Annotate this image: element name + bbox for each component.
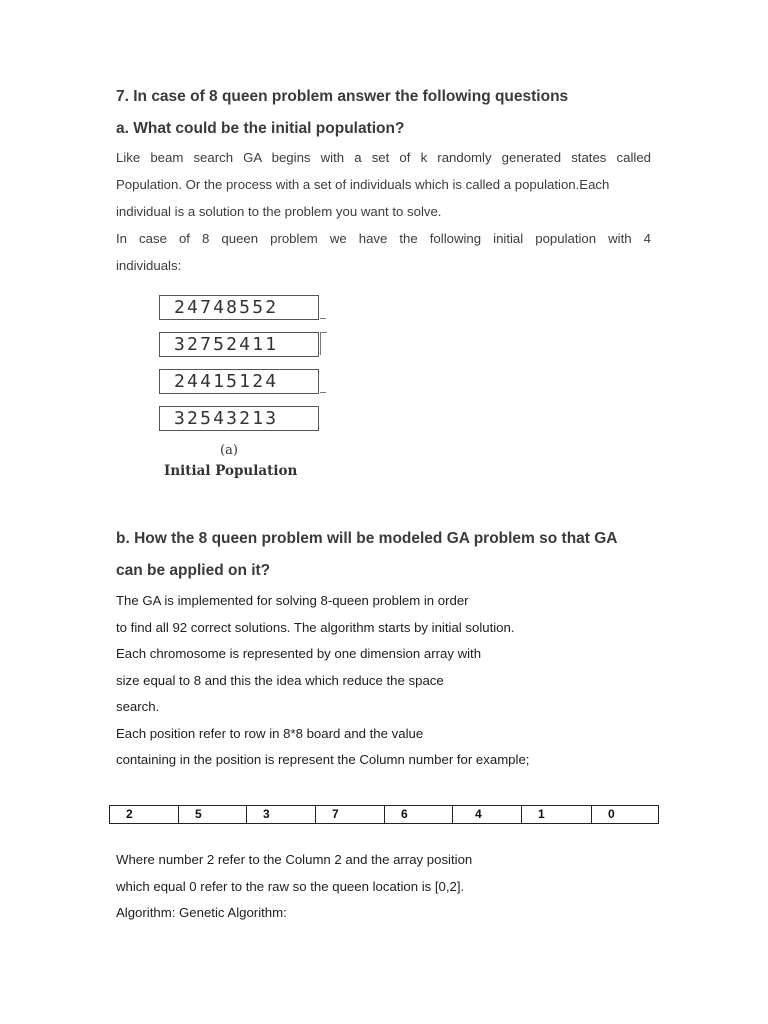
body-line: Each position refer to row in 8*8 board and the value: [116, 726, 424, 741]
individual-4: 32543213: [159, 406, 319, 431]
part-a-heading: a. What could be the initial population?: [116, 120, 405, 137]
figure-label: (a): [220, 443, 238, 458]
body-line: Each chromosome is represented by one dimension array with: [116, 646, 482, 661]
array-cell: 2: [126, 807, 133, 821]
array-cell: 1: [521, 806, 591, 823]
body-line: size equal to 8 and this the idea which reduce the space: [116, 673, 444, 688]
chromosome-array: [109, 805, 659, 824]
array-cell: 5: [178, 806, 246, 823]
array-cell: 3: [246, 806, 315, 823]
individual-3: 24415124: [159, 369, 319, 394]
paragraph-line: Like beam search GA begins with a set of k randomly generated states called: [116, 150, 651, 165]
figure-connector: [320, 332, 327, 355]
part-b-heading-line2: can be applied on it?: [116, 562, 271, 579]
paragraph-line: individual is a solution to the problem you want to solve.: [116, 204, 442, 219]
algorithm-label: Algorithm: Genetic Algorithm:: [116, 905, 287, 920]
body-line: search.: [116, 699, 160, 714]
array-cell: 4: [452, 806, 521, 823]
figure-connector: [320, 318, 326, 319]
body-line: containing in the position is represent the Column number for example;: [116, 752, 530, 767]
figure-connector: [320, 392, 326, 393]
body-line: The GA is implemented for solving 8-queen problem in order: [116, 593, 469, 608]
array-cell: 6: [384, 806, 452, 823]
array-cell: 7: [315, 806, 384, 823]
figure-caption: Initial Population: [164, 463, 298, 479]
individual-1: 24748552: [159, 295, 319, 320]
paragraph-line: In case of 8 queen problem we have the following initial population with 4: [116, 231, 651, 246]
array-cell: 0: [591, 806, 658, 823]
part-b-heading-line1: b. How the 8 queen problem will be modeled GA problem so that GA: [116, 530, 618, 547]
paragraph-line: individuals:: [116, 258, 182, 273]
body-line: which equal 0 refer to the raw so the queen location is [0,2].: [116, 879, 465, 894]
body-line: to find all 92 correct solutions. The algorithm starts by initial solution.: [116, 620, 515, 635]
question-7-heading: 7. In case of 8 queen problem answer the following questions: [116, 88, 569, 105]
paragraph-line: Population. Or the process with a set of individuals which is called a population.Each: [116, 177, 610, 192]
individual-2: 32752411: [159, 332, 319, 357]
body-line: Where number 2 refer to the Column 2 and the array position: [116, 852, 473, 867]
